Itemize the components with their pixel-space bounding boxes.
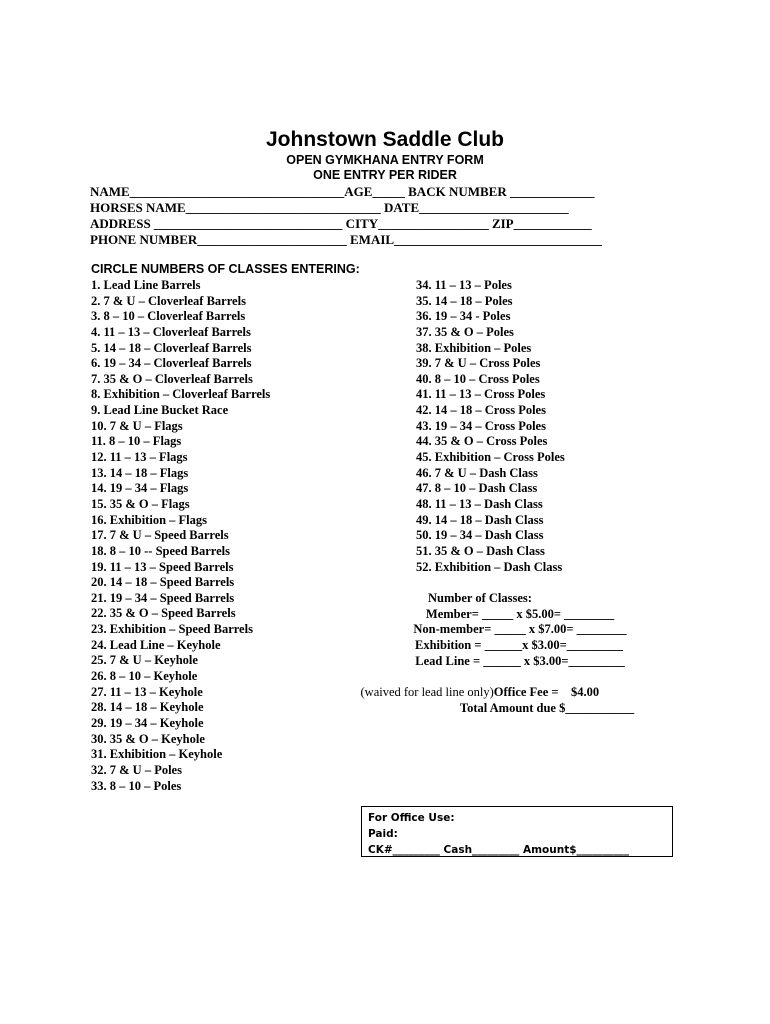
total-amount-line[interactable]: Total Amount due $___________ xyxy=(459,701,635,715)
class-item[interactable]: 26. 8 – 10 – Keyhole xyxy=(91,669,198,684)
rider-note: ONE ENTRY PER RIDER xyxy=(313,168,457,182)
class-list-left xyxy=(91,278,270,794)
class-item[interactable]: 45. Exhibition – Cross Poles xyxy=(416,450,565,465)
office-use-heading: For Office Use: xyxy=(368,812,455,824)
class-item[interactable]: 9. Lead Line Bucket Race xyxy=(91,403,229,418)
class-item[interactable]: 29. 19 – 34 – Keyhole xyxy=(91,715,204,730)
class-item[interactable]: 43. 19 – 34 – Cross Poles xyxy=(416,418,546,433)
class-item[interactable]: 6. 19 – 34 – Cloverleaf Barrels xyxy=(91,356,252,371)
name-age-back-number-line[interactable]: NAME_________________________________AGE_____ BACK NUMBER _____________ xyxy=(90,184,595,199)
class-item[interactable]: 48. 11 – 13 – Dash Class xyxy=(416,496,543,511)
class-item[interactable]: 14. 19 – 34 – Flags xyxy=(91,481,189,496)
class-item[interactable]: 27. 11 – 13 – Keyhole xyxy=(91,684,203,699)
class-item[interactable]: 31. Exhibition – Keyhole xyxy=(91,747,223,762)
nonmember-fee-line[interactable]: Non-member= _____ x $7.00= ________ xyxy=(413,622,627,636)
class-item[interactable]: 18. 8 – 10 -- Speed Barrels xyxy=(91,543,230,558)
class-item[interactable]: 25. 7 & U – Keyhole xyxy=(91,653,198,668)
office-use-box xyxy=(361,806,673,857)
class-item[interactable]: 20. 14 – 18 – Speed Barrels xyxy=(91,575,235,590)
class-item[interactable]: 22. 35 & O – Speed Barrels xyxy=(91,606,236,621)
phone-email-line[interactable]: PHONE NUMBER_______________________ EMAIL________________________________ xyxy=(90,232,603,247)
class-item[interactable]: 3. 8 – 10 – Cloverleaf Barrels xyxy=(91,309,246,324)
class-item[interactable]: 16. Exhibition – Flags xyxy=(91,512,207,527)
class-item[interactable]: 5. 14 – 18 – Cloverleaf Barrels xyxy=(91,340,252,355)
class-item[interactable]: 40. 8 – 10 – Cross Poles xyxy=(416,371,540,386)
class-item[interactable]: 21. 19 – 34 – Speed Barrels xyxy=(91,590,235,605)
class-item[interactable]: 13. 14 – 18 – Flags xyxy=(91,465,189,480)
class-item[interactable]: 34. 11 – 13 – Poles xyxy=(416,278,512,292)
class-item[interactable]: 28. 14 – 18 – Keyhole xyxy=(91,700,204,715)
class-list-right xyxy=(416,278,565,575)
class-item[interactable]: 42. 14 – 18 – Cross Poles xyxy=(416,403,546,418)
class-item[interactable]: 46. 7 & U – Dash Class xyxy=(416,465,538,480)
class-item[interactable]: 23. Exhibition – Speed Barrels xyxy=(91,622,253,637)
class-item[interactable]: 32. 7 & U – Poles xyxy=(91,762,182,777)
class-item[interactable]: 35. 14 – 18 – Poles xyxy=(416,293,513,308)
class-item[interactable]: 2. 7 & U – Cloverleaf Barrels xyxy=(91,293,246,308)
class-item[interactable]: 1. Lead Line Barrels xyxy=(91,278,201,292)
classes-heading: CIRCLE NUMBERS OF CLASSES ENTERING: xyxy=(91,262,360,276)
class-item[interactable]: 51. 35 & O – Dash Class xyxy=(416,543,545,558)
class-item[interactable]: 19. 11 – 13 – Speed Barrels xyxy=(91,559,234,574)
member-fee-line[interactable]: Member= _____ x $5.00= ________ xyxy=(425,607,615,621)
leadline-fee-line[interactable]: Lead Line = ______ x $3.00=_________ xyxy=(415,654,625,668)
paid-label: Paid: xyxy=(368,828,398,840)
class-item[interactable]: 15. 35 & O – Flags xyxy=(91,496,190,511)
class-item[interactable]: 17. 7 & U – Speed Barrels xyxy=(91,528,229,543)
address-city-zip-line[interactable]: ADDRESS _____________________________ CITY_________________ ZIP____________ xyxy=(90,216,592,231)
number-of-classes-heading: Number of Classes: xyxy=(428,591,532,605)
class-item[interactable]: 41. 11 – 13 – Cross Poles xyxy=(416,387,546,402)
form-subtitle: OPEN GYMKHANA ENTRY FORM xyxy=(286,153,484,167)
class-item[interactable]: 44. 35 & O – Cross Poles xyxy=(416,434,548,449)
class-item[interactable]: 36. 19 – 34 - Poles xyxy=(416,309,511,324)
class-item[interactable]: 47. 8 – 10 – Dash Class xyxy=(416,481,538,496)
class-item[interactable]: 37. 35 & O – Poles xyxy=(416,324,514,339)
class-item[interactable]: 8. Exhibition – Cloverleaf Barrels xyxy=(91,387,271,402)
class-item[interactable]: 52. Exhibition – Dash Class xyxy=(416,559,563,574)
class-item[interactable]: 49. 14 – 18 – Dash Class xyxy=(416,512,544,527)
class-item[interactable]: 33. 8 – 10 – Poles xyxy=(91,778,182,793)
payment-line: CK#_________ Cash_________ Amount$__________ xyxy=(368,844,630,856)
class-item[interactable]: 7. 35 & O – Cloverleaf Barrels xyxy=(91,371,253,386)
office-fee: Office Fee = $4.00 xyxy=(493,684,600,699)
exhibition-fee-line[interactable]: Exhibition = ______x $3.00=_________ xyxy=(414,638,624,652)
horse-name-date-line[interactable]: HORSES NAME______________________________ DATE_______________________ xyxy=(90,200,569,215)
class-item[interactable]: 4. 11 – 13 – Cloverleaf Barrels xyxy=(91,324,251,339)
class-item[interactable]: 11. 8 – 10 – Flags xyxy=(91,434,182,449)
class-item[interactable]: 39. 7 & U – Cross Poles xyxy=(416,356,541,371)
class-item[interactable]: 10. 7 & U – Flags xyxy=(91,418,183,433)
class-item[interactable]: 30. 35 & O – Keyhole xyxy=(91,731,205,746)
club-title: Johnstown Saddle Club xyxy=(265,128,504,151)
class-item[interactable]: 12. 11 – 13 – Flags xyxy=(91,450,188,465)
class-item[interactable]: 24. Lead Line – Keyhole xyxy=(91,637,221,652)
class-item[interactable]: 50. 19 – 34 – Dash Class xyxy=(416,528,544,543)
class-item[interactable]: 38. Exhibition – Poles xyxy=(416,340,532,355)
waived-note: (waived for lead line only) xyxy=(360,684,494,699)
